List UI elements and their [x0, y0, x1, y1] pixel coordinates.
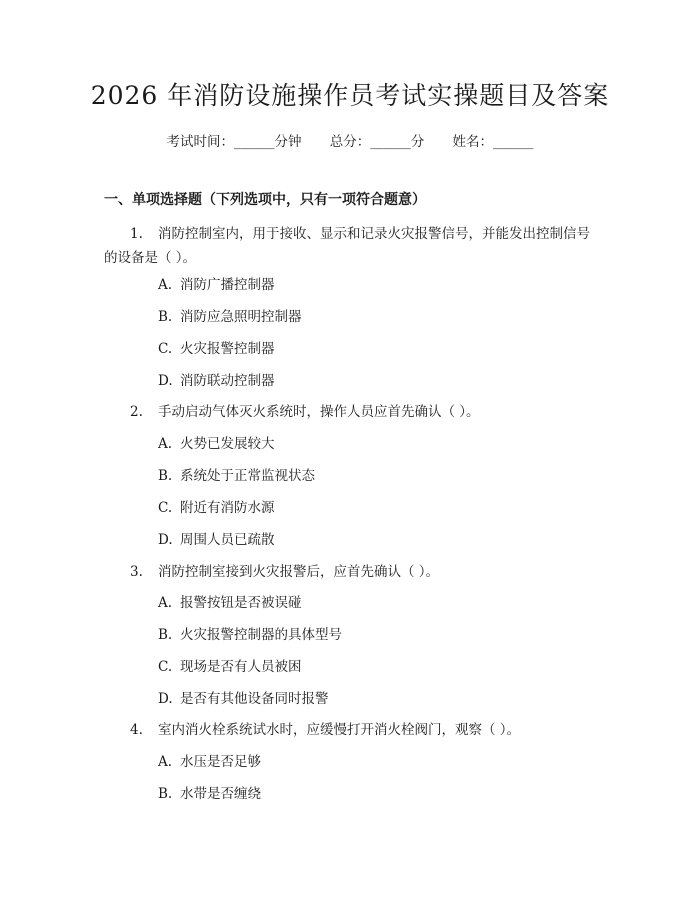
- option-text: 周围人员已疏散: [180, 532, 275, 548]
- option-letter: B.: [158, 786, 173, 802]
- option-letter: C.: [158, 500, 173, 516]
- option-1a: [158, 274, 275, 296]
- question-text-continued: 的设备是（ ）。: [104, 250, 197, 266]
- option-letter: D.: [158, 532, 173, 548]
- option-text: 附近有消防水源: [180, 500, 275, 516]
- option-text: 火灾报警控制器的具体型号: [180, 627, 342, 643]
- option-letter: A.: [158, 754, 173, 770]
- name-field: 姓名：______: [452, 134, 534, 150]
- option-text: 系统处于正常监视状态: [180, 468, 315, 484]
- option-3b: [158, 624, 342, 646]
- option-letter: A.: [158, 436, 173, 452]
- question-3: [104, 560, 604, 584]
- section-heading: 一、单项选择题（下列选项中，只有一项符合题意）: [104, 192, 426, 208]
- exam-time-field: 考试时间：______分钟: [166, 134, 302, 150]
- option-letter: B.: [158, 309, 173, 325]
- option-3a: [158, 592, 302, 614]
- question-1: [104, 222, 604, 270]
- option-text: 是否有其他设备同时报警: [180, 691, 329, 707]
- question-text: 室内消火栓系统试水时，应缓慢打开消火栓阀门，观察（ ）。: [158, 722, 521, 738]
- question-number: 3.: [130, 564, 143, 580]
- option-letter: B.: [158, 627, 173, 643]
- option-text: 消防应急照明控制器: [180, 309, 302, 325]
- option-letter: D.: [158, 691, 173, 707]
- option-text: 水压是否足够: [180, 754, 261, 770]
- option-letter: C.: [158, 341, 173, 357]
- option-letter: B.: [158, 468, 173, 484]
- option-4b: [158, 783, 261, 805]
- option-text: 报警按钮是否被误碰: [180, 595, 302, 611]
- option-3c: [158, 656, 302, 678]
- option-3d: [158, 688, 329, 710]
- question-text: 消防控制室内，用于接收、显示和记录火灾报警信号，并能发出控制信号: [158, 226, 590, 242]
- question-number: 1.: [130, 226, 143, 242]
- option-letter: A.: [158, 595, 173, 611]
- question-2: [104, 400, 604, 424]
- option-2c: [158, 497, 275, 519]
- option-letter: D.: [158, 373, 173, 389]
- option-2a: [158, 433, 275, 455]
- option-letter: C.: [158, 659, 173, 675]
- exam-info-line: [0, 132, 700, 152]
- option-1d: [158, 370, 275, 392]
- option-text: 现场是否有人员被困: [180, 659, 302, 675]
- question-number: 2.: [130, 404, 143, 420]
- option-text: 火灾报警控制器: [180, 341, 275, 357]
- option-1b: [158, 306, 302, 328]
- option-2b: [158, 465, 315, 487]
- option-1c: [158, 338, 275, 360]
- document-title: 2026 年消防设施操作员考试实操题目及答案: [90, 81, 610, 110]
- question-4: [104, 718, 604, 742]
- option-text: 消防广播控制器: [180, 277, 275, 293]
- option-text: 水带是否缠绕: [180, 786, 261, 802]
- option-text: 火势已发展较大: [180, 436, 275, 452]
- question-text: 消防控制室接到火灾报警后，应首先确认（ ）。: [158, 564, 440, 580]
- option-text: 消防联动控制器: [180, 373, 275, 389]
- question-number: 4.: [130, 722, 143, 738]
- question-text: 手动启动气体灭火系统时，操作人员应首先确认（ ）。: [158, 404, 480, 420]
- option-4a: [158, 751, 261, 773]
- option-letter: A.: [158, 277, 173, 293]
- total-score-field: 总分：______分: [329, 134, 425, 150]
- option-2d: [158, 529, 275, 551]
